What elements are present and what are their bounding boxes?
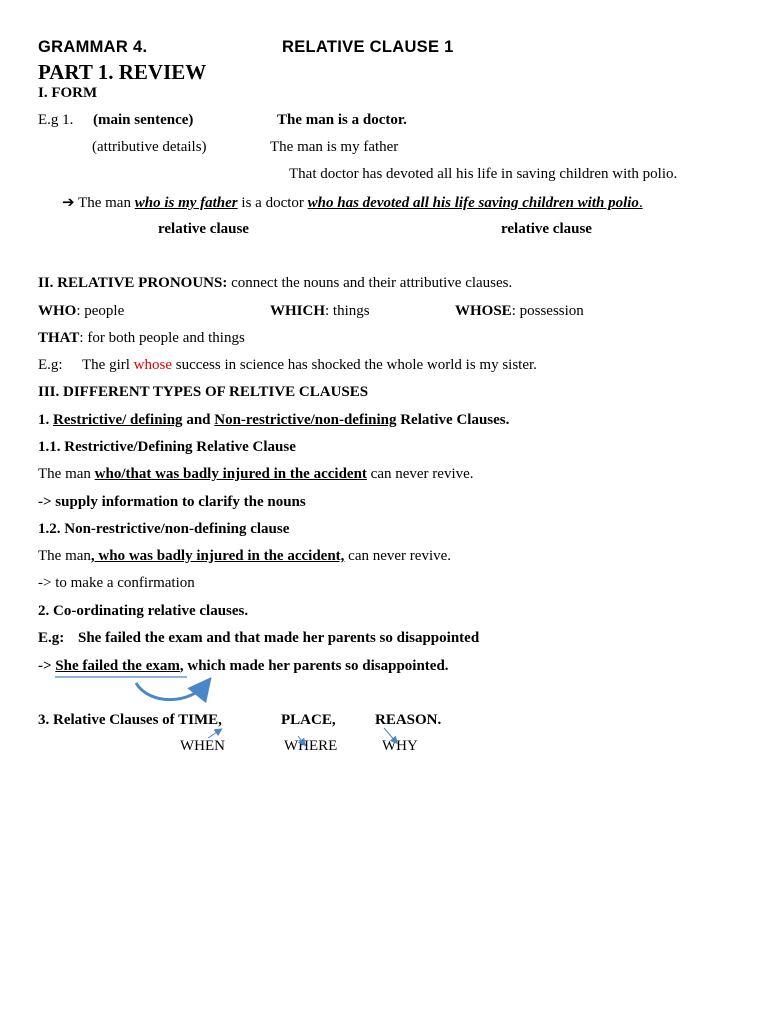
- part-title: PART 1. REVIEW: [38, 60, 207, 84]
- pronouns-heading-rest: connect the nouns and their attributive clauses.: [227, 275, 513, 291]
- pronoun-which-desc: : things: [325, 303, 370, 319]
- type-1-non-restrictive: Non-restrictive/non-defining: [214, 412, 397, 428]
- attributive-detail-1: The man is my father: [270, 139, 399, 155]
- type-1-1-note: -> supply information to clarify the nouns: [38, 494, 306, 510]
- type-2-result-a: She failed the exam: [55, 658, 180, 674]
- type-1-and: and: [182, 412, 215, 428]
- pronoun-whose: [455, 303, 584, 320]
- type-1-num: 1.: [38, 412, 53, 428]
- pronoun-that: [38, 330, 245, 347]
- pronoun-which-label: WHICH: [270, 303, 326, 319]
- type-1-restrictive: Restrictive/ defining: [53, 412, 183, 428]
- curved-arrow-icon: [136, 683, 206, 700]
- form-eg-label: E.g 1.: [38, 112, 74, 128]
- type-1-end: Relative Clauses.: [396, 412, 510, 428]
- relative-clause-label-1: relative clause: [158, 221, 249, 237]
- word-when: WHEN: [180, 738, 225, 754]
- type-2-example: She failed the exam and that made her parents so disappointed: [78, 630, 480, 646]
- type-3-heading: 3. Relative Clauses of TIME,: [38, 712, 222, 728]
- pronoun-who-desc: : people: [76, 303, 125, 319]
- form-heading: I. FORM: [38, 85, 98, 101]
- combined-end: .: [638, 195, 643, 211]
- pronoun-who-label: WHO: [38, 303, 77, 319]
- grammar-number: GRAMMAR 4.: [38, 38, 148, 56]
- pronoun-that-label: THAT: [38, 330, 80, 346]
- type-2-arrow: ->: [38, 658, 56, 674]
- type-1-1-example-2: can never revive.: [366, 466, 474, 482]
- combined-clause-1: who is my father: [134, 195, 238, 211]
- combined-text-2: is a doctor: [237, 195, 308, 211]
- pronoun-who: [38, 303, 124, 320]
- type-2-result: [38, 658, 449, 675]
- word-why: WHY: [382, 738, 418, 754]
- type-1-2-example-1: The man: [38, 548, 91, 564]
- word-where: WHERE: [284, 738, 338, 754]
- type-2-heading: 2. Co-ordinating relative clauses.: [38, 603, 249, 619]
- type-1-2-example-2: can never revive.: [344, 548, 452, 564]
- type-3-reason: REASON.: [375, 712, 442, 728]
- right-arrow-icon: ➔: [62, 195, 75, 211]
- attributive-detail-2: That doctor has devoted all his life in saving children with polio.: [289, 166, 678, 182]
- combined-text-1: The man: [78, 195, 135, 211]
- types-heading: III. DIFFERENT TYPES OF RELTIVE CLAUSES: [38, 384, 369, 400]
- type-2-result-b: , which made her parents so disappointed.: [179, 658, 449, 674]
- when-arrow-icon: [208, 730, 220, 738]
- type-1-2-example-clause: , who was badly injured in the accident,: [90, 548, 345, 564]
- pronouns-heading: II. RELATIVE PRONOUNS:: [38, 275, 228, 291]
- pronoun-which: [270, 303, 370, 320]
- topic-title: RELATIVE CLAUSE 1: [282, 38, 454, 56]
- type-1-heading: [38, 412, 509, 429]
- combined-clause-2: who has devoted all his life saving children with polio: [307, 195, 639, 211]
- pronoun-whose-label: WHOSE: [455, 303, 512, 319]
- pronouns-heading-line: [38, 275, 512, 292]
- pronoun-that-desc: : for both people and things: [79, 330, 245, 346]
- pronoun-whose-desc: : possession: [511, 303, 584, 319]
- type-2-eg-label: E.g:: [38, 630, 65, 646]
- pronoun-example-whose: whose: [133, 357, 172, 373]
- type-1-1-example-1: The man: [38, 466, 95, 482]
- type-3-place: PLACE,: [281, 712, 336, 728]
- pronoun-example-2: success in science has shocked the whole world is my sister.: [171, 357, 537, 373]
- main-sentence: The man is a doctor.: [277, 112, 407, 128]
- type-1-1-example-clause: who/that was badly injured in the accident: [94, 466, 367, 482]
- type-1-2-heading: 1.2. Non-restrictive/non-defining clause: [38, 521, 290, 537]
- main-sentence-label: (main sentence): [93, 112, 194, 128]
- type-1-2-example: [38, 548, 451, 565]
- type-1-1-example: [38, 466, 474, 483]
- combined-sentence: [62, 193, 643, 212]
- type-1-2-note: -> to make a confirmation: [38, 575, 195, 591]
- attributive-label: (attributive details): [92, 139, 207, 155]
- relative-clause-label-2: relative clause: [501, 221, 592, 237]
- pronoun-example-1: The girl: [82, 357, 134, 373]
- pronoun-eg-label: E.g:: [38, 357, 63, 373]
- pronoun-example: [82, 357, 537, 374]
- type-1-1-heading: 1.1. Restrictive/Defining Relative Clause: [38, 439, 296, 455]
